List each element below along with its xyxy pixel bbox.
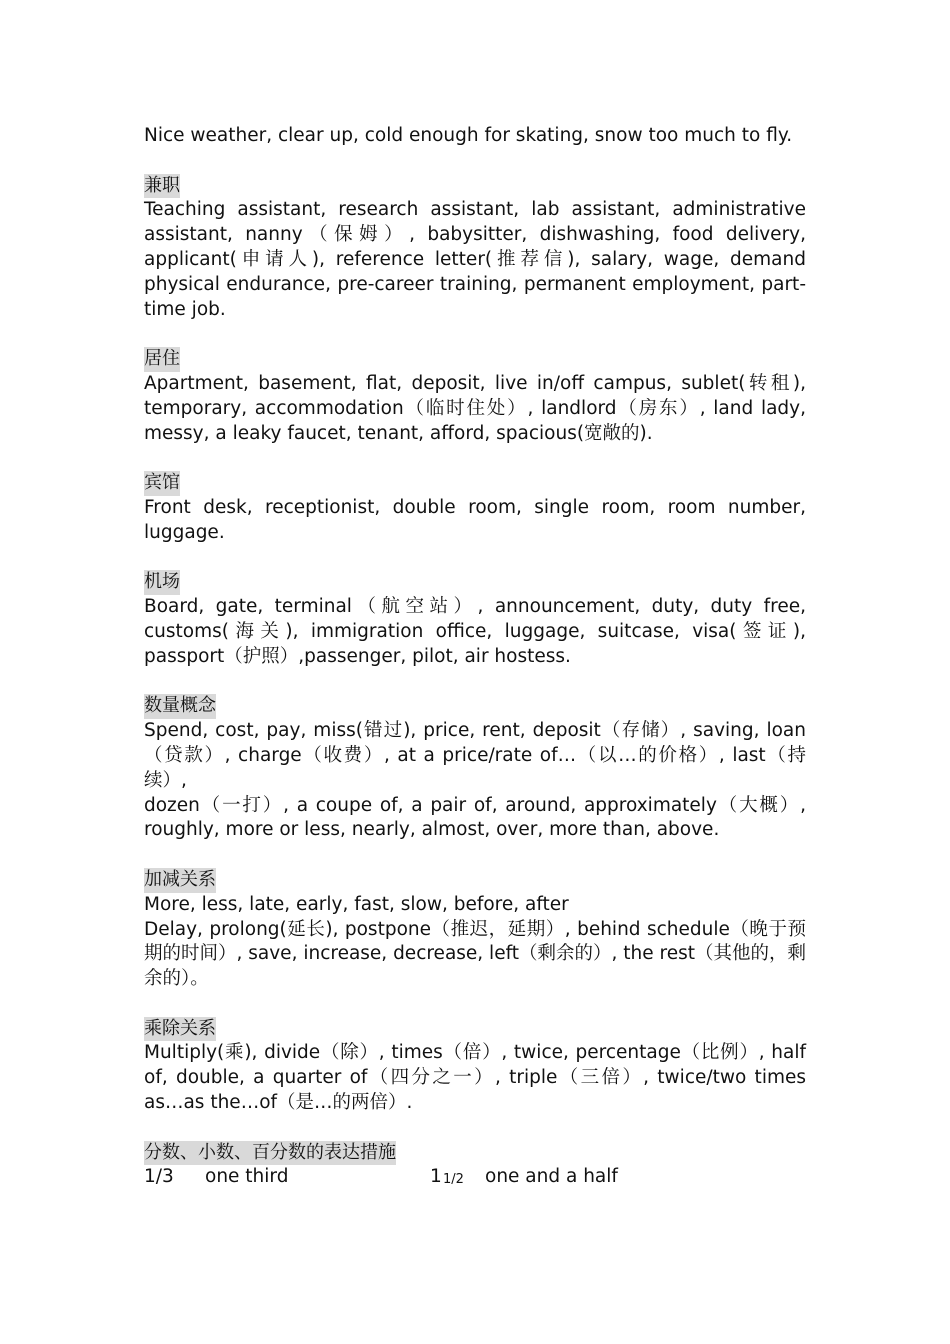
section-text: Board, gate, terminal（航空站）, announcement, duty, duty free, customs(海关), immigration office, luggage, suitcase, visa(签证), passport（护照）,passenger, pilot, air hostess. [144,596,806,667]
section-airport [144,570,806,669]
section-part-time [144,174,806,323]
section-text: Front desk, receptionist, double room, single room, room number, luggage. [144,496,806,543]
section-housing [144,347,806,446]
section-text: Multiply(乘), divide（除）, times（倍）, twice, percentage（比例）, half of, double, a quarter of（四分之一）, triple（三倍）, twice/two times as…as the…of（是…的两倍）. [144,1042,806,1114]
section-heading: 机场 [144,570,180,595]
section-text: Teaching assistant, research assistant, lab assistant, administrative assistant, nanny（保姆）, babysitter, dishwashing, food delivery, applicant(申请人), reference letter(推荐信), salary, wage, demand physical endurance, pre-career training, permanent employment, part-time job. [144,199,806,320]
section-text: dozen（一打）, a coupe of, a pair of, around, approximately（大概）, roughly, more or less, nearly, almost, over, more than, above. [144,794,806,841]
section-add-subtract [144,868,806,992]
section-text: Delay, prolong(延长), postpone（推迟，延期）, behind schedule（晚于预期的时间）, save, increase, decrease, left（剩余的）, the rest（其他的，剩余的）。 [144,918,806,990]
section-text: More, less, late, early, fast, slow, before, after [144,893,569,915]
section-heading: 宾馆 [144,471,180,496]
fraction-row [144,1165,806,1190]
section-text: Spend, cost, pay, miss(错过), price, rent, deposit（存储）, saving, loan（贷款）, charge（收费）, at a price/rate of…（以…的价格）, last（持续）, [144,720,806,791]
intro-paragraph: Nice weather, clear up, cold enough for skating, snow too much to fly. [144,125,793,146]
section-multiply-divide [144,1017,806,1116]
mixed-number-fraction: 1/2 [443,1172,464,1188]
section-hotel [144,471,806,545]
fraction-number: 1/3 [144,1166,174,1188]
mixed-number-words: one and a half [485,1166,618,1188]
section-heading: 加减关系 [144,868,216,893]
section-heading: 乘除关系 [144,1017,216,1042]
section-fractions [144,1141,806,1191]
section-heading: 数量概念 [144,694,216,719]
section-heading: 分数、小数、百分数的表达措施 [144,1141,396,1166]
fraction-words: one third [205,1166,289,1188]
section-heading: 兼职 [144,174,180,199]
section-heading: 居住 [144,347,180,372]
section-text: Apartment, basement, flat, deposit, live in/off campus, sublet(转租), temporary, accommodation（临时住处）, landlord（房东）, land lady, messy, a leaky faucet, tenant, afford, spacious(宽敞的). [144,372,806,444]
section-quantity [144,694,806,843]
mixed-number-whole: 1 [430,1166,442,1188]
